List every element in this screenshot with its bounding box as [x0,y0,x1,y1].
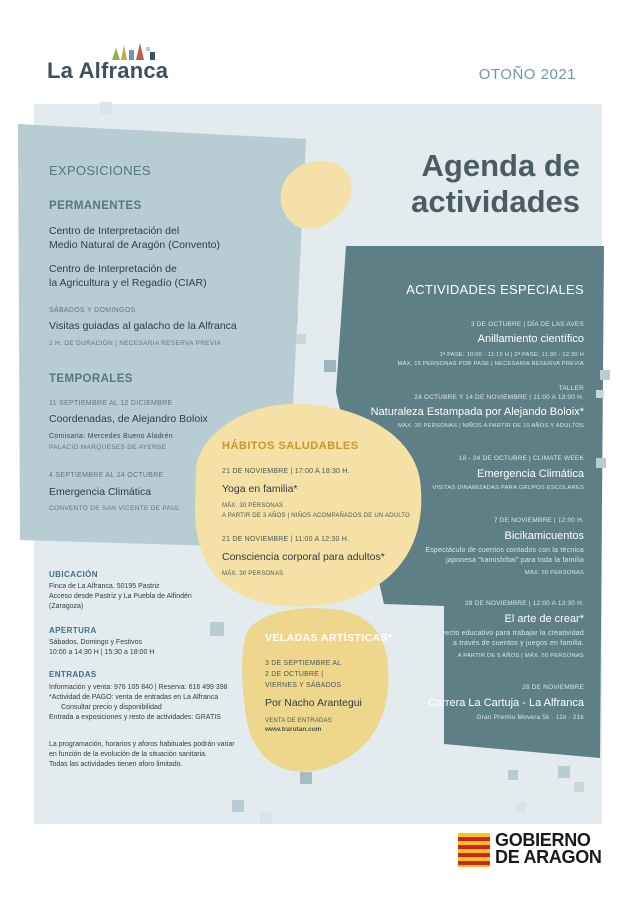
apertura-line2: 10:00 a 14:30 H | 15:30 a 18:00 H [49,649,155,656]
entradas-line4: Entrada a exposiciones y resto de actividades: GRATIS [49,714,221,721]
entradas-line1: Información y venta: 976 105 840 | Reserva: 616 499 398 [49,684,228,691]
especial-6-date: 28 DE NOVIEMBRE [522,684,584,691]
habito-1-note1: MÁX. 30 PERSONAS [222,503,284,509]
footer-line3: Todas las actividades tienen aforo limitado. [49,761,183,768]
especial-3-date: 18 - 24 DE OCTUBRE | CLIMATE WEEK [458,455,584,462]
deco-square [596,458,606,468]
title-line-2: actividades [411,184,580,219]
especial-4-date: 7 DE NOVIEMBRE | 12:00 H. [493,517,584,524]
veladas-sale: VENTA DE ENTRADAS [265,718,332,724]
especial-5-date: 28 DE NOVIEMBRE | 12:00 A 13:30 H. [464,600,584,607]
temporales-heading: TEMPORALES [49,373,133,385]
especial-4-note: MÁX. 50 PERSONAS [524,570,584,576]
visitas-note: 2 H. DE DURACIÓN | NECESARIA RESERVA PREVIA [49,340,222,347]
footer-line1: La programación, horarios y aforos habituales podrán variar [49,741,235,748]
deco-square [296,334,306,344]
veladas-date-line1: 3 DE SEPTIEMBRE AL [265,660,342,667]
especial-4-desc2: japonesa "kamishibai" para toda la familia [446,557,584,564]
especial-6 [344,683,584,722]
temporal-1-note1: Comisaria: Mercedes Bueno Aladrén [49,433,173,440]
season-label: OTOÑO 2021 [478,66,576,83]
especial-5 [344,599,584,661]
deco-square [300,772,312,784]
temporal-2-note: CONVENTO DE SAN VICENTE DE PAUL [49,505,181,512]
especial-5-note: A PARTIR DE 5 AÑOS | MÁX. 50 PERSONAS [457,653,584,659]
permanente-item-2-line1: Centro de Interpretación de [49,263,177,275]
veladas-dates [265,658,341,691]
permanente-item-1 [49,224,220,252]
entradas-line2: *Actividad de PAGO: venta de entradas en La Alfranca [49,694,219,701]
aragon-flag-icon [458,833,490,867]
permanente-item-1-line2: Medio Natural de Aragón (Convento) [49,239,221,251]
permanentes-heading: PERMANENTES [49,200,142,212]
deco-square [574,782,584,792]
footer-line2: en función de la evolución de la situación sanitaria. [49,751,207,758]
especial-6-note: Gran Premio Movera 5k · 11k · 21k [476,714,584,721]
footer-note [49,740,235,770]
ubicacion-line1: Finca de La Alfranca. 50195 Pastriz [49,583,160,590]
especial-1 [344,320,584,369]
veladas-title: Por Nacho Arantegui [265,697,362,709]
veladas-heading: VELADAS ARTÍSTICAS* [265,632,393,644]
deco-square [596,390,604,398]
especial-4 [344,516,584,578]
especial-2 [324,384,584,431]
temporal-2-title: Emergencia Climática [49,486,152,498]
veladas-date-line3: VIERNES Y SÁBADOS [265,682,342,689]
brand-name: La Alfranca [47,58,169,83]
temporal-1-title: Coordenadas, de Alejandro Boloix [49,413,208,425]
especial-2-tag: TALLER [558,385,584,392]
deco-square [516,802,526,812]
especial-1-note2: MÁX. 15 PERSONAS POR PASE | NECESARIA RESERVA PREVIA [397,361,584,367]
permanente-item-2-line2: la Agricultura y el Regadío (CIAR) [49,277,207,289]
deco-square [100,102,112,114]
deco-square [558,766,570,778]
deco-square [324,360,336,372]
deco-square [288,314,298,324]
page-title [380,148,580,220]
habito-1-note2: A PARTIR DE 3 AÑOS | NIÑOS ACOMPAÑADOS DE UN ADULTO [222,513,410,519]
especial-3-title: Emergencia Climática [477,468,584,480]
especial-2-title: Naturaleza Estampada por Alejando Boloix* [370,406,584,418]
apertura-heading: APERTURA [49,626,97,635]
especial-3 [344,454,584,493]
veladas-date-line2: 2 DE OCTUBRE | [265,671,324,678]
habito-2-title: Consciencia corporal para adultos* [222,551,385,563]
ubicacion-text [49,582,192,612]
entradas-heading: ENTRADAS [49,670,97,679]
apertura-line1: Sábados, Domingo y Festivos [49,639,142,646]
especial-5-title: El arte de crear* [504,613,584,625]
veladas-url-link[interactable]: www.trarutan.com [265,726,322,733]
especial-6-title: Carrera La Cartuja - La Alfranca [428,697,584,709]
deco-square [232,800,244,812]
especial-4-desc1: Espectáculo de cuentos contados con la técnica [425,547,584,554]
gobierno-line1: GOBIERNO [495,830,591,850]
permanente-item-2 [49,262,207,290]
especial-2-date: 24 OCTUBRE Y 14 DE NOVIEMBRE | 11:00 A 13:00 H. [414,394,584,401]
ubicacion-line2: Acceso desde Pastriz y La Puebla de Alfindén [49,593,192,600]
especial-5-desc2: a través de cuentos y juegos en familia. [453,640,584,647]
deco-square [260,812,272,824]
deco-square [210,622,224,636]
habito-2-date: 21 DE NOVIEMBRE | 11:00 A 12:30 H. [222,536,350,543]
visitas-days: SÁBADOS Y DOMINGOS [49,307,136,314]
visitas-title: Visitas guiadas al galacho de la Alfranca [49,320,237,332]
habito-2-note: MÁX. 30 PERSONAS [222,571,284,577]
especial-1-note1: 1ª PASE: 10:00 - 11:15 H | 2ª PASE: 11:30 - 12:30 H [439,352,584,358]
title-line-1: Agenda de [421,148,580,183]
ubicacion-line3: (Zaragoza) [49,603,84,610]
especiales-heading: ACTIVIDADES ESPECIALES [406,282,584,297]
entradas-text [49,683,228,723]
especial-3-note: VISITAS DINAMIZADAS PARA GRUPOS ESCOLARES [432,485,584,491]
apertura-text [49,638,154,658]
ubicacion-heading: UBICACIÓN [49,570,98,579]
temporal-1-dates: 11 SEPTIEMBRE AL 12 DICIEMBRE [49,400,173,407]
especial-5-desc1: Proyecto educativo para trabajar la creatividad [430,630,584,637]
deco-square [600,370,610,380]
habitos-heading: HÁBITOS SALUDABLES [222,440,359,452]
habito-1-date: 21 DE NOVIEMBRE | 17:00 A 18:30 H. [222,468,350,475]
especial-1-title: Anillamiento científico [477,333,584,345]
exposiciones-heading: EXPOSICIONES [49,163,151,178]
gobierno-line2: DE ARAGON [495,847,602,867]
permanente-item-1-line1: Centro de Interpretación del [49,225,180,237]
deco-square [508,770,518,780]
temporal-1-note2: PALACIO MARQUESES DE AYERBE [49,444,167,451]
entradas-line3: Consultar precio y disponibilidad [61,704,162,711]
habito-1-title: Yoga en familia* [222,483,298,495]
temporal-2-dates: 4 SEPTIEMBRE AL 24 OCTUBRE [49,472,164,479]
gobierno-aragon-logo [495,832,602,866]
especial-4-title: Bicikamicuentos [504,530,584,542]
especial-2-note: MÁX. 20 PERSONAS | NIÑOS A PARTIR DE 10 AÑOS Y ADULTOS [398,423,584,429]
especial-1-date: 3 DE OCTUBRE | DÍA DE LAS AVES [470,321,584,328]
